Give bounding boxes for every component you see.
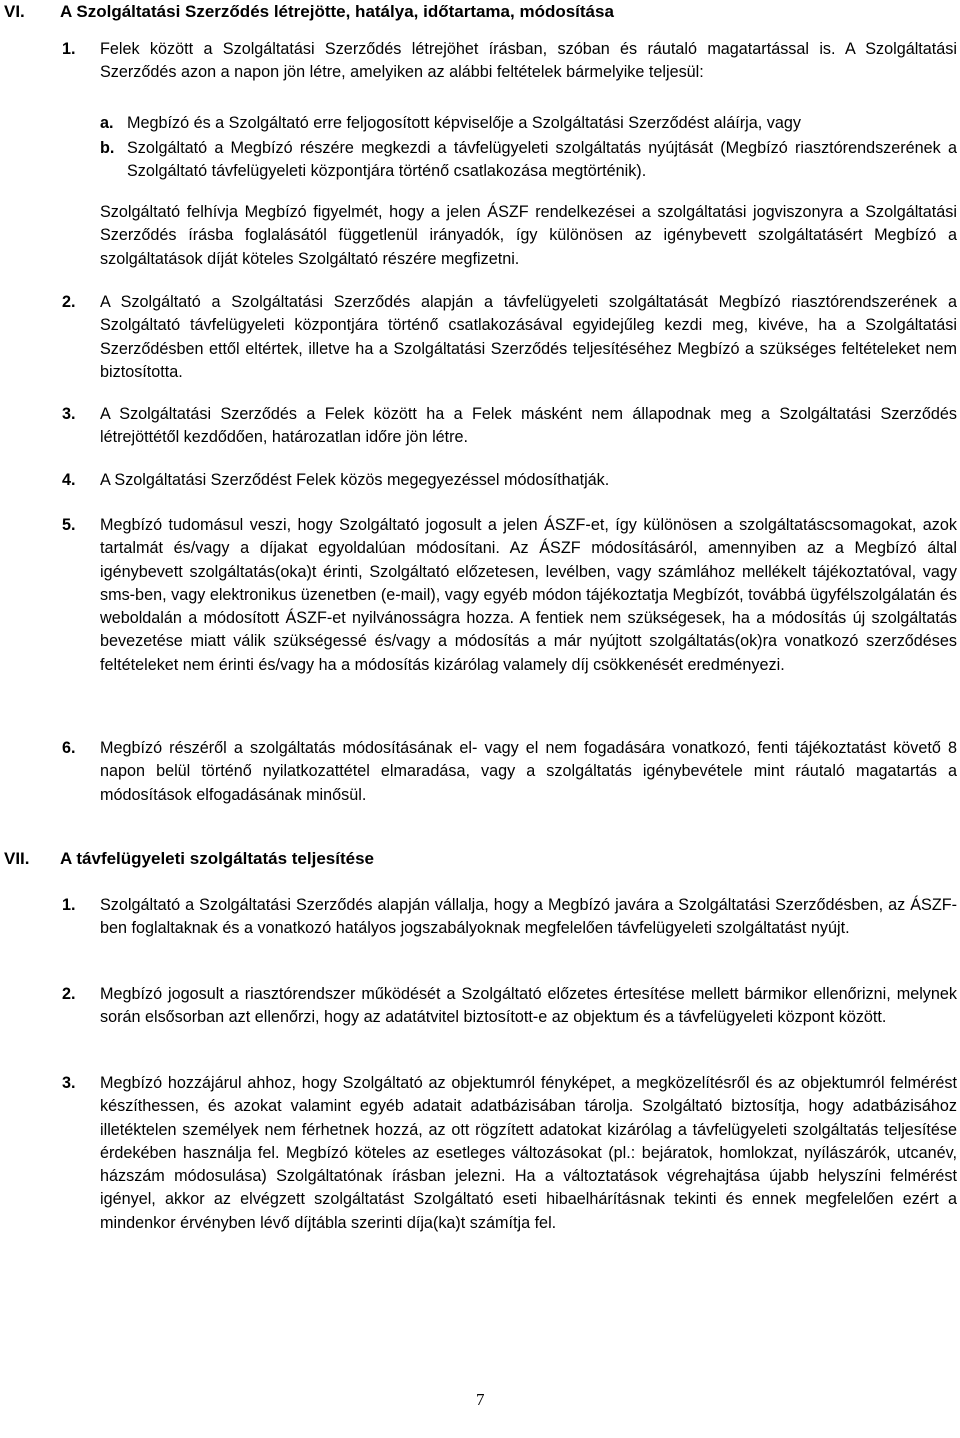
item-number: 1. [62,896,76,914]
section-heading-vii [4,849,374,869]
sub-item-text: Megbízó és a Szolgáltató erre feljogosított képviselője a Szolgáltatási Szerződést aláírja, vagy [127,114,801,132]
item-number: 3. [62,405,76,423]
sub-letter: a. [100,114,114,132]
item-paragraph: A Szolgáltatási Szerződés a Felek között ha a Felek másként nem állapodnak meg a Szolgáltatási Szerződés létrejöttétől kezdődően, határozatlan időre jön létre. [100,405,957,447]
section-number: VII. [4,849,30,868]
item-paragraph: Megbízó részéről a szolgáltatás módosításának el- vagy el nem fogadására vonatkozó, fenti tájékoztatást követő 8 napon belül történő nyilatkozattétel elmaradása, vagy a szolgáltatás igénybevétele mint ráutaló magatartás a módosítások elfogadásának minősül. [100,739,957,804]
item-paragraph: A Szolgáltató a Szolgáltatási Szerződés alapján a távfelügyeleti szolgáltatását Megbízó riasztórendszerének a Szolgáltató távfelügyeleti központjára történő csatlakozásával egyidejűleg kezdi meg, kivéve, ha a Szolgáltatási Szerződésben ettől eltértek, illetve ha a Szolgáltatási Szerződés teljesítéséhez Megbízó a szükséges feltételeket nem biztosította. [100,293,957,381]
sub-item-text: Szolgáltató a Megbízó részére megkezdi a távfelügyeleti szolgáltatás nyújtását (Megbízó riasztórendszerének a Szolgáltató távfelügyeleti központjára történő csatlakozása megtörténik). [127,139,957,181]
item-paragraph: A Szolgáltatási Szerződést Felek közös megegyezéssel módosíthatják. [100,471,610,489]
item-number: 6. [62,739,76,757]
item-number: 2. [62,985,76,1003]
item-number: 1. [62,40,76,58]
item-paragraph: Megbízó hozzájárul ahhoz, hogy Szolgáltató az objektumról fényképet, a megközelítésről és az objektumról felmérést készíthessen, és azokat valamint egyéb adatait adatbázisában tárolja. Szolgáltató biztosítja, hogy adatbázisához illetéktelen személyek nem férhetnek hozzá, az ott rögzített adatokat kizárólag a távfelügyeleti szolgáltatás teljesítése érdekében használja fel. Megbízó köteles az esetleges változásokat (pl.: bejáratok, homlokzat, nyílászárók, utcanév, házszám módosulása) Szolgáltatónak írásban jelezni. Ha a változtatások végrehajtása újabb helyszíni felmérést igényel, akkor az elvégzett szolgáltatást Szolgáltató eseti hibaelhárításnak tekinti és ennek megfelelően ezért a mindenkor érvényben lévő díjtábla szerinti díja(ka)t számítja fel. [100,1074,957,1232]
section-number: VI. [4,2,25,21]
item-paragraph: Felek között a Szolgáltatási Szerződés létrejöhet írásban, szóban és ráutaló magatartással is. A Szolgáltatási Szerződés azon a napon jön létre, amelyiken az alábbi feltételek bármelyike teljesül: [100,40,957,82]
item-number: 2. [62,293,76,311]
item-paragraph: Megbízó tudomásul veszi, hogy Szolgáltató jogosult a jelen ÁSZF-et, így különösen a szolgáltatáscsomagokat, azok tartalmát és/vagy a díjakat egyoldalúan módosítani. Az ÁSZF módosításáról, amennyiben az a Megbízó által igénybevett szolgáltatás(oka)t érinti, Szolgáltató előzetesen, levélben, vagy számlához mellékelt tájékoztatóval, vagy sms-ben, vagy elektronikus üzenetben (e-mail), vagy egyéb módon tájékoztatja Megbízót, továbbá ügyfélszolgálatán és weboldalán a módosított ÁSZF-et nyilvánosságra hozza. A fentiek nem szükségesek, ha a módosítás új szolgáltatás bevezetése miatt válik szükségessé és/vagy a módosítás a már nyújtott szolgáltatás(ok)ra vonatkozó szerződéses feltételeket nem érinti és/vagy ha a módosítás kizárólag valamely díj csökkenését eredményezi. [100,516,957,674]
item-number: 4. [62,471,76,489]
section-heading-vi [4,2,614,22]
item-number: 5. [62,516,76,534]
section-title: A Szolgáltatási Szerződés létrejötte, hatálya, időtartama, módosítása [60,2,614,21]
item-number: 3. [62,1074,76,1092]
item-paragraph: Megbízó jogosult a riasztórendszer működését a Szolgáltató előzetes értesítése mellett bármikor ellenőrizni, melynek során elsősorban azt ellenőrzi, hogy az adatátvitel biztosított-e az objektum és a távfelügyeleti központ között. [100,985,957,1027]
item-paragraph: Szolgáltató a Szolgáltatási Szerződés alapján vállalja, hogy a Megbízó javára a Szolgáltatási Szerződésben, az ÁSZF-ben foglaltaknak és a vonatkozó hatályos jogszabályoknak megfelelően távfelügyeleti szolgáltatást nyújt. [100,896,957,938]
page-number: 7 [476,1390,485,1409]
section-title: A távfelügyeleti szolgáltatás teljesítése [60,849,374,868]
sub-letter: b. [100,139,115,157]
section-note: Szolgáltató felhívja Megbízó figyelmét, hogy a jelen ÁSZF rendelkezései a szolgáltatási jogviszonyra a Szolgáltatási Szerződés írásba foglalásától függetlenül irányadók, így különösen az igénybevett szolgáltatásért Megbízó a szolgáltatások díját köteles Szolgáltató részére megfizetni. [100,203,957,268]
